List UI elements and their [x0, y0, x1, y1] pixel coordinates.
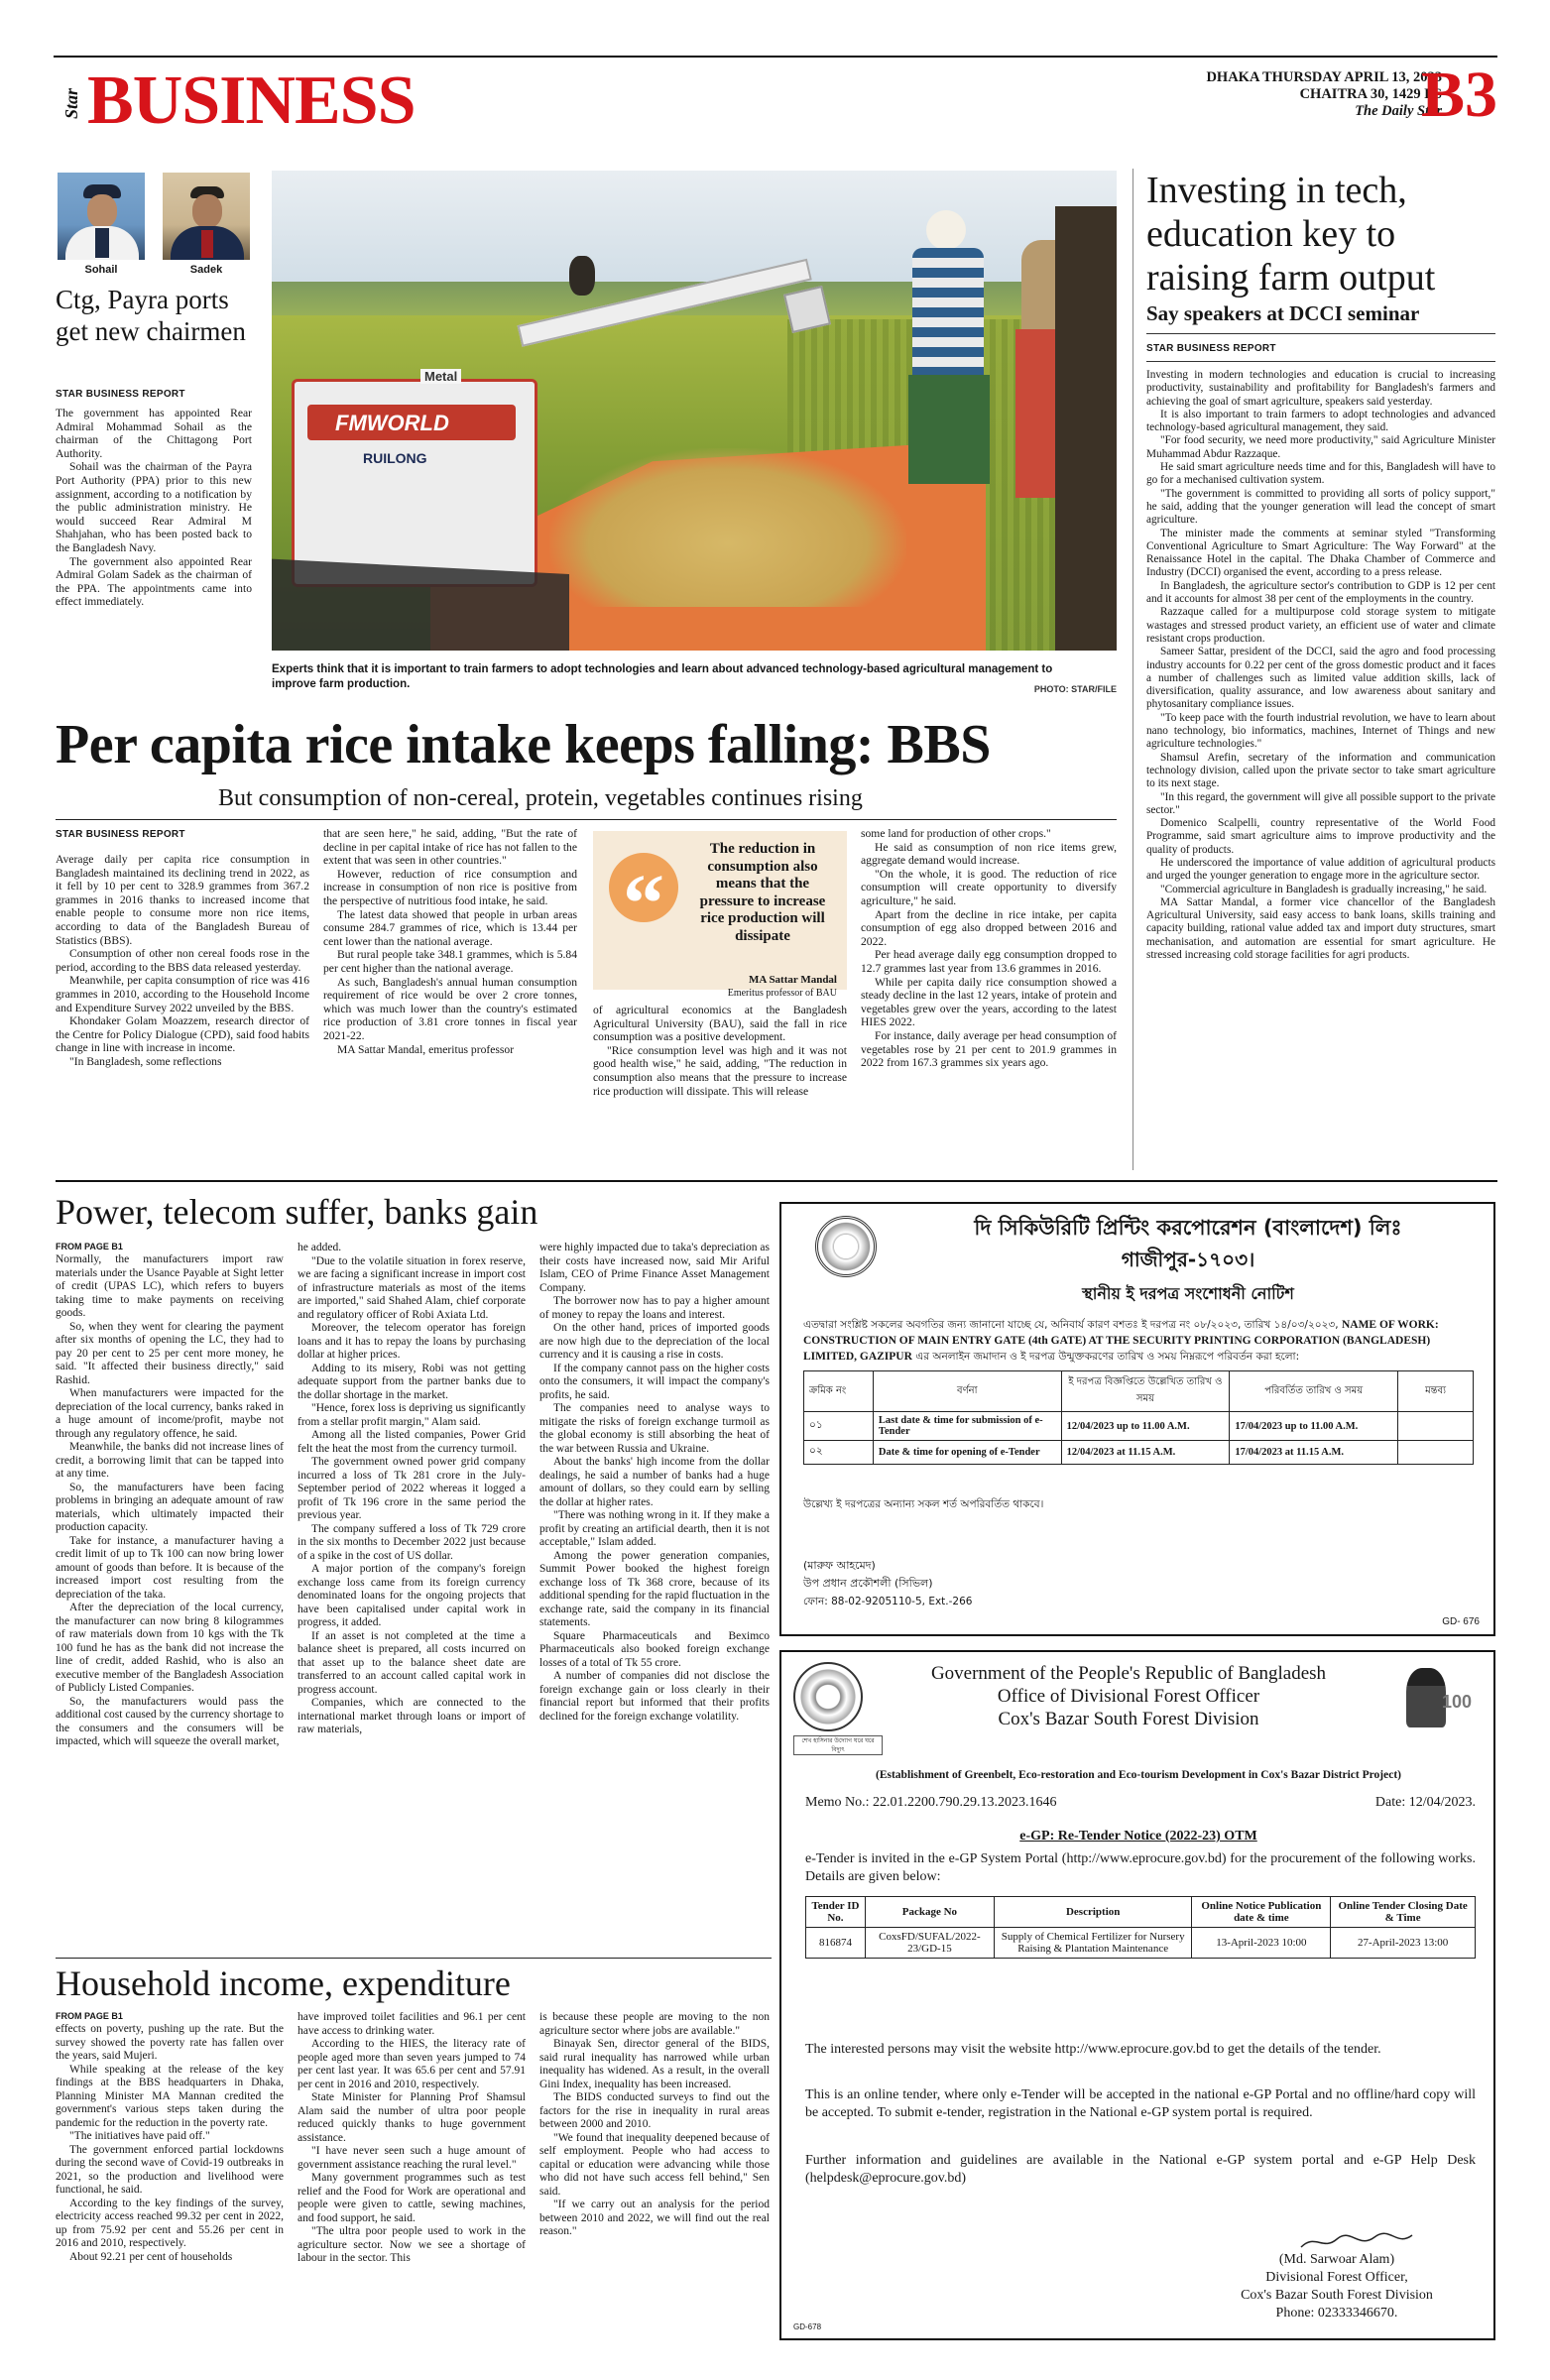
forest-p3: Further information and guidelines are available in the National e-GP system portal and e-GP Help Desk (helpdesk@eprocure.gov.bd): [805, 2153, 1476, 2186]
forest-p1: The interested persons may visit the website http://www.eprocure.gov.bd to get the details of the tender.: [805, 2042, 1381, 2057]
table-header-cell: পরিবর্তিত তারিখ ও সময়: [1230, 1371, 1398, 1412]
power-paragraph: Moreover, the telecom operator has foreign loans and it has to repay the loans by purchasing dollar at higher prices.: [298, 1322, 526, 1361]
power-col-3: [539, 1242, 770, 1724]
household-col-3: [539, 2011, 770, 2239]
farm-paragraph: The minister made the comments at seminar styled "Transforming Conventional Agriculture to Smart Agriculture: The Way Forward" at the Renaissance Hotel in the capital. The Dhaka Chamber of Commerce and Industry (DCCI) organised the event, according to a press release.: [1146, 527, 1495, 579]
household-paragraph: "We found that inequality deepened because of self employment. People who had access to capital or education were advancing while those who did not have such access fell behind," Sen said.: [539, 2131, 770, 2198]
forest-title-1: Divisional Forest Officer,: [1265, 2270, 1408, 2285]
power-paragraph: Meanwhile, the banks did not increase lines of credit, a borrowing limit that can be tapped into at any time.: [56, 1441, 284, 1480]
farm-paragraph: Domenico Scalpelli, country representative of the World Food Programme, said smart agriculture aims to improve productivity and the quality of products.: [1146, 817, 1495, 856]
power-paragraph: A major portion of the company's foreign exchange loss came from its foreign currency denominated loans for the ongoing projects that have been capitalised under capital work in progress, it added.: [298, 1563, 526, 1628]
quote-text: The reduction in consumption also means that the pressure to increase rice production will dissipate: [699, 841, 826, 944]
spcbl-name-of-work: NAME OF WORK: CONSTRUCTION OF MAIN ENTRY GATE (4th GATE) AT THE SECURITY PRINTING CORPORATION (BANGLADESH) LIMITED, GAZIPUR: [803, 1319, 1439, 1363]
power-paragraph: "Hence, forex loss is depriving us significantly from a stellar profit margin," Alam said.: [298, 1402, 526, 1428]
table-header-row: [806, 1897, 1476, 1928]
section-title: BUSINESS: [87, 62, 416, 139]
household-col-2: [298, 2011, 526, 2266]
spcbl-org: দি সিকিউরিটি প্রিন্টিং করপোরেশন (বাংলাদেশ) লিঃ: [974, 1216, 1402, 1240]
portrait-label-sadek: Sadek: [189, 264, 223, 276]
spcbl-notice-title: স্থানীয় ই দরপত্র সংশোধনী নোটিশ: [1082, 1284, 1294, 1303]
household-paragraph: According to the HIES, the literacy rate of people aged more than seven years jumped to 74 per cent last year. It was 65.6 per cent and 57.91 per cent in 2016 and 2010, respectively.: [298, 2038, 526, 2090]
power-paragraph: A number of companies did not disclose the foreign exchange gain or loss clearly in their financial report but informed that their profits declined for the foreign exchange volatility.: [539, 1670, 770, 1723]
rice-paragraph: Apart from the decline in rice intake, per capita consumption of egg also dropped between 2016 and 2022.: [861, 907, 1117, 948]
farm-paragraph: Investing in modern technologies and education is crucial to increasing productivity, sustainability and profitability for Bangladesh's farmers and achieving the goal of smart agriculture, speakers said yesterday.: [1146, 369, 1495, 408]
farm-paragraph: He underscored the importance of value addition of agricultural products and urged the younger generation to engage more in the agriculture sector.: [1146, 856, 1495, 883]
ports-body: [56, 407, 252, 609]
household-paragraph: Many government programmes such as test relief and the Food for Work are operational and people were given to cattle, sewing machines, and food support, he said.: [298, 2172, 526, 2224]
table-cell: ০১: [804, 1412, 874, 1441]
rice-paragraph: He said as consumption of non rice items grew, aggregate demand would increase.: [861, 840, 1117, 868]
emblem-bar: [793, 1735, 883, 1755]
power-paragraph: On the other hand, prices of imported goods are now high due to the depreciation of the local currency and it is causing a rise in costs.: [539, 1322, 770, 1361]
rice-paragraph: some land for production of other crops.": [861, 827, 1051, 840]
rice-paragraph: The latest data showed that people in urban areas consume 284.7 grammes of rice, which is 13.44 per cent lower than the national average.: [323, 907, 577, 948]
farm-paragraph: "Commercial agriculture in Bangladesh is gradually increasing," he said.: [1160, 883, 1488, 895]
power-paragraph: When manufacturers were impacted for the depreciation of the local currency, banks raked in a huge amount of income/profit, maybe not through any regulatory offence, he said.: [56, 1387, 284, 1440]
farm-paragraph: "The government is committed to providing all sorts of policy support," he said, adding that the younger generation will lead the concept of smart agriculture.: [1146, 487, 1495, 527]
rice-paragraph: Consumption of other non cereal foods rose in the period, according to the BBS data released yesterday.: [56, 947, 309, 974]
quote-mark-icon: “: [609, 853, 678, 922]
power-paragraph: If the company cannot pass on the higher costs onto the consumers, it will impact the company's profits, he said.: [539, 1362, 770, 1401]
farm-byline: STAR BUSINESS REPORT: [1146, 343, 1276, 354]
household-paragraph: "If we carry out an analysis for the period between 2010 and 2022, we will find out the real reason.": [539, 2199, 770, 2237]
dateline: [1065, 69, 1442, 120]
power-paragraph: The borrower now has to pay a higher amount of money to repay the loans and interest.: [539, 1295, 770, 1321]
table-row: [806, 1928, 1476, 1959]
tender-notice-forest: [779, 1650, 1495, 2340]
power-paragraph: "Due to the volatile situation in forex reserve, we are facing a significant increase in import cost of infrastructure materials as most of the items are imported," said Shahed Alam, chief corporate and regulatory officer of Robi Axiata Ltd.: [298, 1254, 526, 1321]
rice-paragraph: For instance, daily average per head consumption of vegetables rose by 21 per cent to 201.9 grammes in 2022 from 167.3 grammes six years ago.: [861, 1028, 1117, 1070]
emblem-bar-text: শেখ হাসিনার উদ্যোগ ঘরে ঘরে বিদ্যুৎ: [801, 1737, 875, 1753]
quote-name: MA Sattar Mandal: [748, 974, 837, 986]
rice-paragraph: that are seen here," he said, adding, "But the rate of decline in per capital intake of rice has not fallen to the extent that was seen in other countries.": [323, 827, 577, 868]
rice-col-3: [593, 1004, 847, 1098]
forest-p2: This is an online tender, where only e-Tender will be accepted in the national e-GP Portal and no offline/hard copy will be accepted. To submit e-tender, registration in the National e-GP system portal is required.: [805, 2087, 1476, 2120]
table-cell: 17/04/2023 up to 11.00 A.M.: [1230, 1412, 1398, 1441]
power-headline: Power, telecom suffer, banks gain: [56, 1192, 538, 1232]
rice-paragraph: "In Bangladesh, some reflections: [69, 1054, 222, 1068]
household-paragraph: "The initiatives have paid off.": [69, 2130, 210, 2142]
table-cell: 27-April-2023 13:00: [1331, 1928, 1476, 1959]
household-paragraph: While speaking at the release of the key findings at the BBS headquarters in Dhaka, Planning Minister MA Mannan credited the government's various steps taken during the pandemic for the reduction in the poverty rate.: [56, 2063, 284, 2129]
household-paragraph: "The ultra poor people used to work in the agriculture sector. Now we see a shortage of labour in the sector. This: [298, 2225, 526, 2264]
forest-signer: (Md. Sarwoar Alam): [1278, 2252, 1395, 2267]
rice-paragraph: "On the whole, it is good. The reduction of rice consumption will create opportunity to diversify agriculture," he said.: [861, 867, 1117, 907]
rice-paragraph: But rural people take 348.1 grammes, which is 5.84 per cent higher than the national average.: [323, 948, 577, 975]
power-col-1: [56, 1253, 284, 1749]
household-from-page: FROM PAGE B1: [56, 2011, 123, 2021]
ports-paragraph: The government also appointed Rear Admiral Golam Sadek as the chairman of the PPA. The appointments came into effect immediately.: [56, 554, 252, 609]
table-cell: 13-April-2023 10:00: [1192, 1928, 1331, 1959]
power-from-page: FROM PAGE B1: [56, 1242, 123, 1251]
household-paragraph: The government enforced partial lockdowns during the second wave of Covid-19 outbreaks in 2021, so the production and livelihood were functional, he said.: [56, 2143, 284, 2196]
forest-line-3: Cox's Bazar South Forest Division: [998, 1709, 1259, 1729]
ports-paragraph: The government has appointed Rear Admiral Mohammad Sohail as the chairman of the Chittagong Port Authority.: [56, 407, 252, 460]
power-paragraph: Among the power generation companies, Summit Power booked the highest foreign exchange loss of Tk 368 crore, because of its additional spending for the rapid fluctuation in the exchange rate, said the company in its financial statements.: [539, 1549, 770, 1628]
date-text: DHAKA THURSDAY APRIL 13, 2023: [1206, 69, 1442, 85]
forest-date: Date: 12/04/2023.: [1374, 1795, 1476, 1810]
machine-model: RUILONG: [363, 450, 427, 466]
table-header-cell: Online Tender Closing Date & Time: [1331, 1897, 1476, 1928]
spcbl-footer: উল্লেখ্য ই দরপত্রের অন্যান্য সকল শর্ত অপরিবর্তিত থাকবে।: [803, 1498, 1044, 1510]
power-paragraph: Square Pharmaceuticals and Beximco Pharmaceuticals also booked foreign exchange losses of a total of Tk 55 crore.: [539, 1629, 770, 1669]
farm-headline: Investing in tech, education key to raising farm output: [1146, 170, 1436, 298]
tender-notice-spcbl: [779, 1202, 1495, 1636]
farm-paragraph: It is also important to train farmers to adopt technologies and advanced technology-based agricultural management, they said.: [1146, 408, 1495, 434]
spcbl-body-bn: এতদ্বারা সংশ্লিষ্ট সকলের অবগতির জন্য জানানো যাচ্ছে যে, অনিবার্য কারণ বশতঃ ই দরপত্র নং ০৮/২০২৩, তারিখ ১৪/০৩/২০২৩,: [803, 1319, 1339, 1331]
household-paragraph: Binayak Sen, director general of the BIDS, said rural inequality has narrowed while urban inequality has widened. As a result, in the overall Gini Index, inequality has been increased.: [539, 2038, 770, 2090]
masthead-top-rule: [54, 56, 1497, 58]
signature: [1297, 2229, 1416, 2253]
farm-paragraph: Sameer Sattar, president of the DCCI, said the agro and food processing industry accounts for 0.22 per cent of the gross domestic product and it faces a number of challenges such as limited value addition skills, lack of diversification, quality assurance, and low awareness about sanitary and phytosanitary compliance issues.: [1146, 646, 1495, 711]
forest-line-1: Government of the People's Republic of Bangladesh: [930, 1663, 1327, 1684]
section-divider: [56, 1958, 772, 1959]
mujib-logo-icon: 100: [1402, 1664, 1482, 1737]
farm-subhead: Say speakers at DCCI seminar: [1146, 301, 1420, 325]
power-paragraph: So, the manufacturers would pass the additional cost caused by the currency shortage to the consumers and the consumers will be impacted, which will squeeze the overall market,: [56, 1695, 284, 1747]
harvest-photo: [272, 171, 1117, 651]
ports-paragraph: Sohail was the chairman of the Payra Port Authority (PPA) prior to this new assignment, according to a notification by the public administration ministry. He would succeed Rear Admiral M Shahjahan, who has been posted back to the Bangladesh Navy.: [56, 460, 252, 554]
rice-col-1: [56, 853, 309, 1069]
forest-table: [805, 1896, 1476, 1959]
table-header-cell: Online Notice Publication date & time: [1192, 1897, 1331, 1928]
table-cell: 12/04/2023 at 11.15 A.M.: [1061, 1441, 1230, 1465]
table-cell: Last date & time for submission of e-Tender: [873, 1412, 1061, 1441]
rice-byline: STAR BUSINESS REPORT: [56, 829, 185, 840]
farm-byline-rule: [1146, 361, 1495, 362]
power-col-2: [298, 1242, 526, 1737]
rice-subhead: But consumption of non-cereal, protein, vegetables continues rising: [218, 785, 863, 811]
farm-paragraph: Razzaque called for a multipurpose cold storage system to mitigate wastages and stressed product variety, an efficient use of water and climate resistant crops production.: [1146, 606, 1495, 645]
household-col-1: [56, 2023, 284, 2264]
table-header-cell: Tender ID No.: [806, 1897, 866, 1928]
section-divider: [56, 1180, 1497, 1182]
forest-gd: GD-678: [793, 2322, 822, 2331]
household-paragraph: According to the key findings of the survey, electricity access reached 99.32 per cent in 2022, up from 75.92 per cent and 55.26 per cent in 2016 and 2010, respectively.: [56, 2197, 284, 2249]
power-paragraph: After the depreciation of the local currency, the manufacturer can now bring 8 kilogrammes of raw materials down from 10 kgs with the Tk 100 fund he has as the bank did not increase the line of credit, added Rashid, who is also an executive member of the Bangladesh Association of Publicly Listed Companies.: [56, 1602, 284, 1694]
photo-caption: Experts think that it is important to train farmers to adopt technologies and learn about advanced technology-based agricultural management to improve farm production.: [272, 663, 1053, 690]
table-cell: Date & time for opening of e-Tender: [873, 1441, 1061, 1465]
ports-headline: Ctg, Payra ports get new chairmen: [56, 285, 246, 346]
spcbl-phone: ফোন: 88-02-9205110-5, Ext.-266: [803, 1596, 973, 1607]
farm-paragraph: He said smart agriculture needs time and for this, Bangladesh will have to go for a mechanised cultivation system.: [1146, 461, 1495, 487]
power-paragraph: Adding to its misery, Robi was not getting adequate support from the partner banks due to the dollar shortage in the market.: [298, 1362, 526, 1401]
rice-paragraph: However, reduction of rice consumption and increase in consumption of non rice is positive from the perspective of nutritious food intake, he said.: [323, 867, 577, 907]
portrait-label-sohail: Sohail: [84, 264, 118, 276]
power-paragraph: Take for instance, a manufacturer having a credit limit of up to Tk 100 can now bring lower amount of goods than before. It is because of the increased import cost resulting from the depreciation of the taka.: [56, 1534, 284, 1601]
rice-paragraph: of agricultural economics at the Bangladesh Agricultural University (BAU), said the fall in rice consumption was a positive development.: [593, 1004, 847, 1044]
power-paragraph: So, the manufacturers have been facing problems in bringing an adequate amount of raw materials, which ultimately impacted their production capacity.: [56, 1481, 284, 1533]
forest-phone: Phone: 02333346670.: [1275, 2306, 1398, 2320]
rice-paragraph: Meanwhile, per capita consumption of rice was 416 grammes in 2010, according to the Household Income and Expenditure Survey 2022 unveiled by the BBS.: [56, 974, 309, 1014]
farm-paragraph: "To keep pace with the fourth industrial revolution, we have to learn about nano technology, bio informatics, machines, Internet of Things and new agriculture technologies.": [1146, 711, 1495, 751]
photo-credit: PHOTO: STAR/FILE: [1033, 684, 1117, 694]
power-paragraph: Among all the listed companies, Power Grid felt the heat the most from the currency turmoil.: [298, 1429, 526, 1455]
machine-brand: FMWORLD: [335, 411, 449, 435]
spcbl-signer-title: উপ প্রধান প্রকৌশলী (সিভিল): [803, 1577, 933, 1590]
spcbl-emblem-icon: [815, 1216, 877, 1277]
rice-paragraph: MA Sattar Mandal, emeritus professor: [337, 1042, 515, 1056]
spcbl-gd: GD- 676: [1442, 1616, 1480, 1627]
masthead: [54, 56, 1497, 139]
forest-title-2: Cox's Bazar South Forest Division: [1241, 2288, 1433, 2303]
rice-col-4: [861, 827, 1117, 1070]
bd-emblem-icon: [793, 1662, 863, 1731]
paper-name: The Daily Star: [1355, 103, 1442, 119]
table-row: [804, 1441, 1474, 1465]
power-paragraph: About the banks' high income from the dollar dealings, he said a number of banks had a huge amount of dollars, so they could earn by selling the dollar at higher rates.: [539, 1456, 770, 1508]
table-cell: ০২: [804, 1441, 874, 1465]
machine-logo: Metal: [420, 369, 461, 384]
power-paragraph: were highly impacted due to taka's depreciation as their costs have increased now, said Mir Ariful Islam, CEO of Prime Finance Asset Management Company.: [539, 1242, 770, 1294]
table-header-cell: Description: [994, 1897, 1192, 1928]
ports-story: [56, 173, 252, 708]
farm-story: [1146, 169, 1495, 1176]
power-paragraph: "There was nothing wrong in it. If they make a profit by creating an artificial dearth, then it is not acceptable," Islam added.: [539, 1509, 770, 1548]
rice-paragraph: "Rice consumption level was high and it was not good health wise," he said, adding, "The reduction in consumption also means that the pressure to increase rice production will dissipate. This will release: [593, 1043, 847, 1098]
quote-title: Emeritus professor of BAU: [727, 988, 837, 999]
household-paragraph: State Minister for Planning Prof Shamsul Alam said the number of ultra poor people reduced quickly thanks to huge government assistance.: [298, 2091, 526, 2144]
table-header-cell: মন্তব্য: [1398, 1371, 1474, 1412]
forest-memo: Memo No.: 22.01.2200.790.29.13.2023.1646: [805, 1795, 1057, 1810]
table-header-cell: বর্ণনা: [873, 1371, 1061, 1412]
table-cell: CoxsFD/SUFAL/2022-23/GD-15: [865, 1928, 994, 1959]
power-paragraph: If an asset is not completed at the time a balance sheet is prepared, all costs incurred on that asset up to the balance sheet date are transferred to an account called capital work in progress account.: [298, 1629, 526, 1696]
table-cell: [1398, 1441, 1474, 1465]
brand-logo: Star: [61, 87, 81, 119]
rice-paragraph: As such, Bangladesh's annual human consumption requirement of rice would be over 2 crore tonnes, which was much lower than the country's estimated rice production of 3.81 crore tonnes in fiscal year 2021-22.: [323, 975, 577, 1042]
power-paragraph: Companies, which are connected to the international market through loans or import of raw materials,: [298, 1697, 526, 1735]
bangla-date: CHAITRA 30, 1429 BS: [1299, 86, 1442, 102]
household-paragraph: effects on poverty, pushing up the rate. But the survey showed the poverty rate has fallen over the years, said Mujeri.: [56, 2023, 284, 2062]
table-header-cell: ই দরপত্র বিজ্ঞপ্তিতে উল্লেখিত তারিখ ও সময়: [1061, 1371, 1230, 1412]
rice-headline: Per capita rice intake keeps falling: BBS: [56, 714, 991, 775]
page-number: B3: [1420, 59, 1497, 131]
table-cell: 816874: [806, 1928, 866, 1959]
rice-col-2: [323, 827, 577, 1056]
power-paragraph: he added.: [298, 1242, 342, 1253]
portrait-sadek: [163, 173, 250, 260]
power-paragraph: So, when they went for clearing the payment after six months of opening the LC, they had to pay 20 per cent to 25 per cent more money, he said. "It affected their business directly," said Rashid.: [56, 1320, 284, 1386]
rice-paragraph: Khondaker Golam Moazzem, research director of the Centre for Policy Dialogue (CPD), said food habits change in line with increase in income.: [56, 1014, 309, 1055]
rice-paragraph: Average daily per capita rice consumption in Bangladesh maintained its declining trend in 2022, as it fell by 10 per cent to 328.9 grammes from 367.2 grammes in 2016 thanks to increased income that enable people to consume more non rice items, according to data of the Bangladesh Bureau of Statistics (BBS).: [56, 853, 309, 947]
power-paragraph: Normally, the manufacturers import raw materials under the Usance Payable at Sight letter of credit (UPAS LC), which refers to buyers taking time to make payments on receiving goods.: [56, 1253, 284, 1319]
spcbl-signer: (মারুফ আহমেদ): [803, 1559, 876, 1572]
table-header-cell: ক্রমিক নং: [804, 1371, 874, 1412]
rice-paragraph: Per head average daily egg consumption dropped to 12.7 grammes last year from 13.6 grammes in 2016.: [861, 948, 1117, 975]
farm-paragraph: In Bangladesh, the agriculture sector's contribution to GDP is 12 per cent and it accounts for almost 38 per cent of the employments in the country.: [1146, 579, 1495, 606]
spcbl-table: [803, 1370, 1474, 1465]
household-paragraph: "I have never seen such a huge amount of government assistance reaching the rural level.": [298, 2145, 526, 2171]
power-paragraph: The company suffered a loss of Tk 729 crore in the six months to December 2022 just because of a spike in the cost of US dollar.: [298, 1522, 526, 1562]
table-cell: 12/04/2023 up to 11.00 A.M.: [1061, 1412, 1230, 1441]
forest-project: (Establishment of Greenbelt, Eco-restoration and Eco-tourism Development in Cox's Bazar District Project): [876, 1769, 1401, 1781]
table-row: [804, 1412, 1474, 1441]
table-cell: Supply of Chemical Fertilizer for Nursery Raising & Plantation Maintenance: [994, 1928, 1192, 1959]
table-cell: [1398, 1412, 1474, 1441]
spcbl-place: গাজীপুর-১৭০৩।: [1121, 1248, 1255, 1271]
spcbl-body-bn2: এর অনলাইন জমাদান ও ই দরপত্র উন্মুক্তকরণের তারিখ ও সময় নিম্নরূপে পরিবর্তন করা হলো:: [915, 1351, 1300, 1363]
rice-paragraph: While per capita daily rice consumption showed a steady decline in the last 12 years, intake of protein and vegetables grew over the years, according to the latest HIES 2022.: [861, 975, 1117, 1029]
forest-line-2: Office of Divisional Forest Officer: [997, 1686, 1260, 1707]
farm-body: [1146, 369, 1495, 962]
table-cell: 17/04/2023 at 11.15 A.M.: [1230, 1441, 1398, 1465]
household-paragraph: is because these people are moving to the non agriculture sector where jobs are available.": [539, 2011, 770, 2037]
pull-quote: [593, 831, 847, 990]
household-headline: Household income, expenditure: [56, 1964, 511, 2003]
forest-intro: e-Tender is invited in the e-GP System Portal (http://www.eprocure.gov.bd) for the procurement of the following works. Details are given below:: [805, 1851, 1476, 1884]
farm-paragraph: MA Sattar Mandal, a former vice chancellor of the Bangladesh Agricultural University, said easy access to bank loans, skills training and capacity building, rational value added tax and import duty structures, smart mechanisation, and automation are essential for smart agriculture. He stressed increasing cold storage facilities for agri products.: [1146, 895, 1495, 962]
household-paragraph: About 92.21 per cent of households: [69, 2250, 233, 2263]
rice-top-rule: [56, 819, 1117, 820]
farm-paragraph: "In this regard, the government will give all possible support to the private sector.": [1146, 790, 1495, 816]
farm-subhead-rule: [1146, 333, 1495, 334]
portrait-sohail: [58, 173, 145, 260]
power-paragraph: The companies need to analyse ways to mitigate the risks of foreign exchange turmoil as the global economy is still absorbing the heat of the war between Russia and Ukraine.: [539, 1402, 770, 1455]
power-paragraph: The government owned power grid company incurred a loss of Tk 281 crore in the July-September period of 2022 whereas it logged a profit of Tk 196 crore in the same period the previous year.: [298, 1456, 526, 1521]
spcbl-body: [803, 1317, 1478, 1365]
forest-notice-title: e-GP: Re-Tender Notice (2022-23) OTM: [1019, 1829, 1257, 1844]
table-header-row: [804, 1371, 1474, 1412]
farm-paragraph: Shamsul Arefin, secretary of the information and communication technology division, called upon the private sector to take smart agriculture to its next stage.: [1146, 751, 1495, 790]
table-header-cell: Package No: [865, 1897, 994, 1928]
household-paragraph: The BIDS conducted surveys to find out the factors for the rise in inequality in rural areas between 2000 and 2010.: [539, 2091, 770, 2130]
farm-paragraph: "For food security, we need more productivity," said Agriculture Minister Muhammad Abdur Razzaque.: [1146, 434, 1495, 460]
ports-byline: STAR BUSINESS REPORT: [56, 389, 185, 400]
household-paragraph: have improved toilet facilities and 96.1 per cent have access to drinking water.: [298, 2011, 526, 2037]
